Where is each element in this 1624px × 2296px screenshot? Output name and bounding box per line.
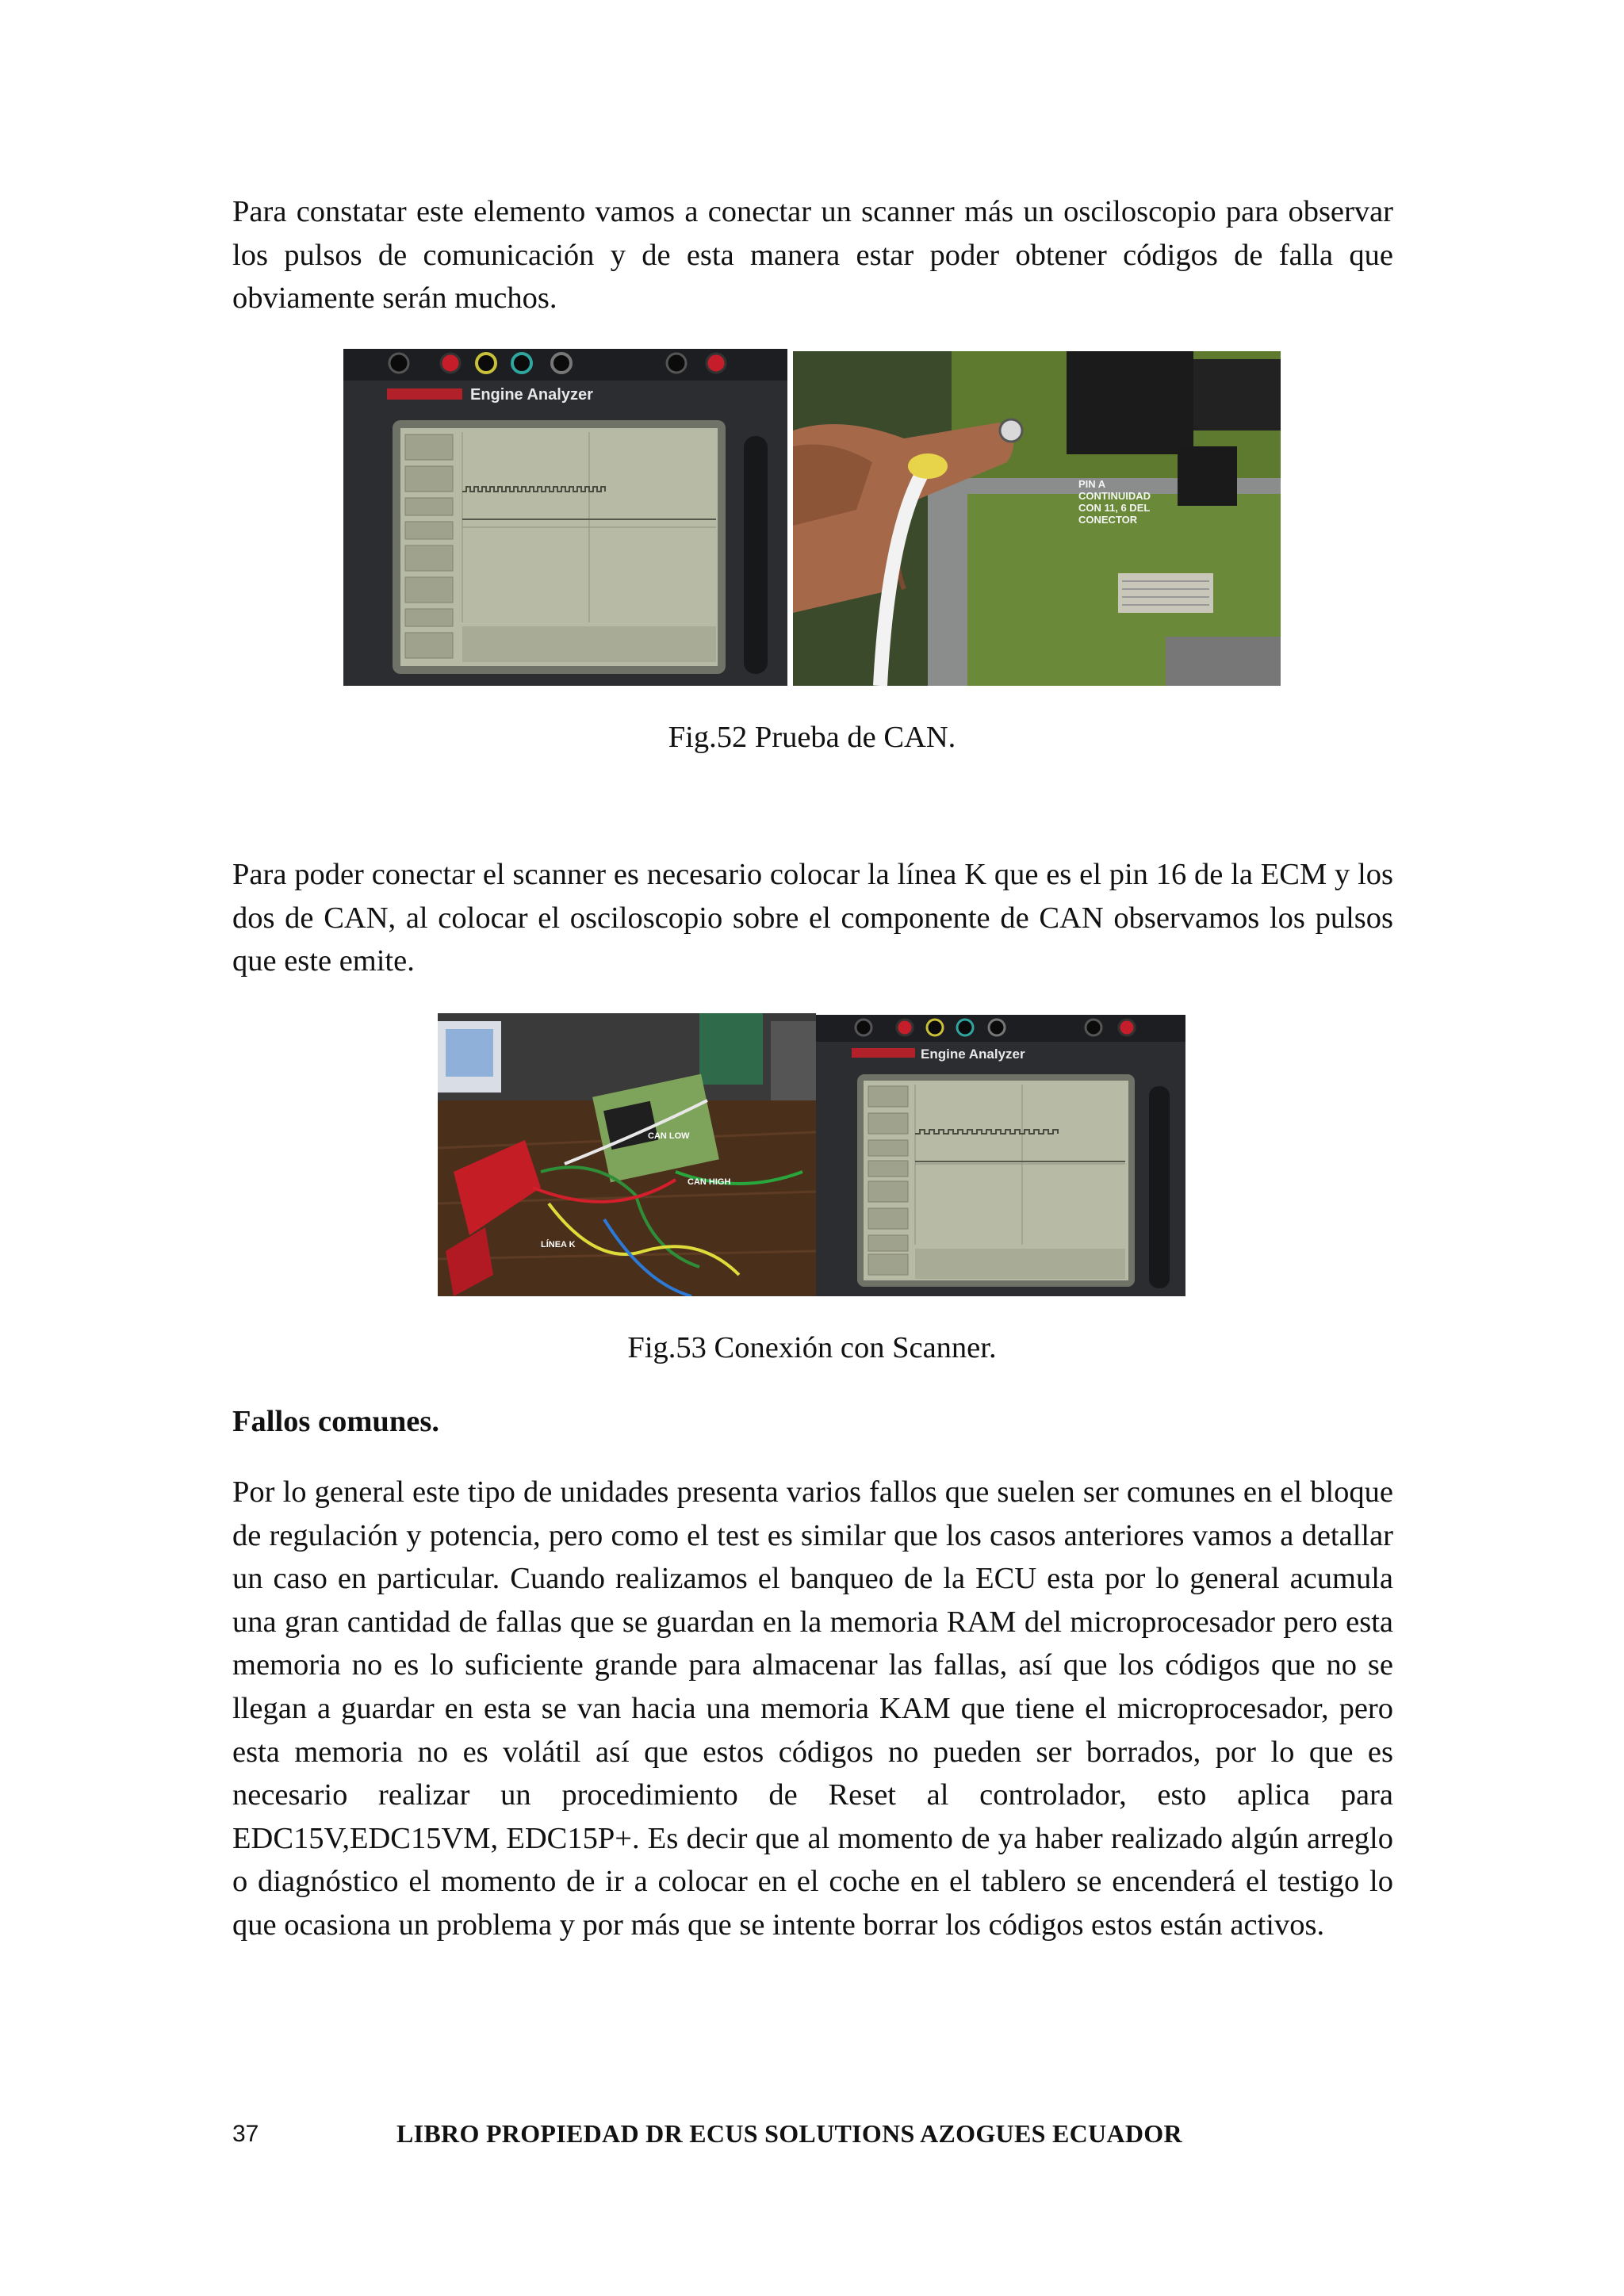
pin-continuity-label: PIN A CONTINUIDAD CON 11, 6 DEL CONECTOR [1078,478,1151,526]
engine-analyzer-label: Engine Analyzer [921,1047,1025,1062]
can-high-label: CAN HIGH [688,1177,731,1187]
figure-52-oscilloscope-photo [343,349,787,686]
section-heading: Fallos comunes. [232,1405,439,1438]
footer-title: LIBRO PROPIEDAD DR ECUS SOLUTIONS AZOGUES ECUADOR [396,2119,1182,2148]
can-low-label: CAN LOW [648,1131,690,1141]
figure-53-wiring-photo [438,1013,816,1296]
common-faults-paragraph: Por lo general este tipo de unidades presenta varios fallos que suelen ser comunes en el bloque de regulación y potencia, pero como el test es similar que los casos anteriores vamos a detallar un caso en particular. Cuando realizamos el banqueo de la ECU esta por lo general acumula una gran cantidad de fallas que se guardan en la memoria RAM del microprocesador pero esta memoria no es lo suficiente grande para almacenar las fallas, así que los códigos que no se llegan a guardar en esta se van hacia una memoria KAM que tiene el microprocesador, pero esta memoria no es volátil así que estos códigos no pueden ser borrados, por lo que es necesario realizar un procedimiento de Reset al controlador, esto aplica para EDC15V,EDC15VM, EDC15P+. Es decir que al momento de ya haber realizado algún arreglo o diagnóstico el momento de ir a colocar en el coche en el tablero se encenderá el testigo lo que ocasiona un problema y por más que se intente borrar los códigos estos están activos. [232,1475,1393,1942]
figure-53-caption: Fig.53 Conexión con Scanner. [627,1331,997,1364]
figure-53-oscilloscope-photo [816,1015,1185,1296]
linea-k-label: LÍNEA K [541,1240,576,1249]
intro-paragraph: Para constatar este elemento vamos a conectar un scanner más un osciloscopio para observar los pulsos de comunicación y de esta manera estar poder obtener códigos de falla que obviamente serán muchos. [232,195,1393,316]
scanner-connection-paragraph: Para poder conectar el scanner es necesario colocar la línea K que es el pin 16 de la ECM y los dos de CAN, al colocar el osciloscopio sobre el componente de CAN observamos los pulsos que este emite. [232,858,1393,978]
figure-52-caption: Fig.52 Prueba de CAN. [668,721,956,754]
page-number: 37 [232,2121,259,2147]
figure-52-ecu-probe-photo [793,351,1281,686]
engine-analyzer-label: Engine Analyzer [470,386,593,404]
